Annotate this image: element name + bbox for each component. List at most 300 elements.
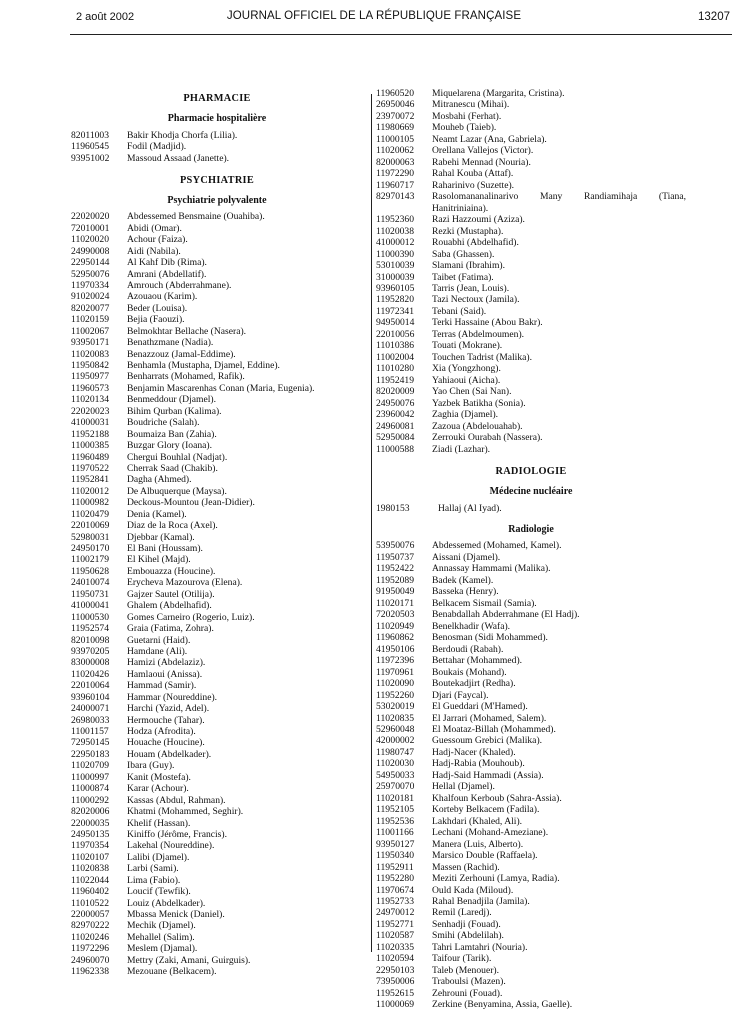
- person-name: Touati (Mokrane).: [432, 340, 503, 352]
- list-item: [71, 532, 363, 543]
- person-name: Tebani (Said).: [432, 305, 487, 317]
- list-item: [376, 942, 686, 953]
- registration-number: 11020587: [376, 930, 415, 942]
- person-name: Khalfoun Kerboub (Sahra-Assia).: [432, 792, 562, 804]
- person-name: Manera (Luis, Alberto).: [432, 838, 524, 850]
- person-name: Gajzer Sautel (Otilija).: [127, 588, 215, 600]
- person-name: Bihim Qurban (Kalima).: [127, 405, 222, 417]
- person-name: Rouabhi (Abdelhafid).: [432, 237, 519, 249]
- list-item: [71, 417, 363, 428]
- registration-number: 91020024: [71, 291, 110, 303]
- person-name: Rahal Benadjila (Jamila).: [432, 896, 530, 907]
- person-name: Cherrak Saad (Chakib).: [127, 462, 218, 474]
- registration-number: 11972396: [376, 655, 415, 667]
- registration-number: 11000997: [71, 771, 110, 783]
- list-item: [71, 646, 363, 657]
- registration-number: 11010280: [376, 363, 415, 375]
- registration-number: 11020426: [71, 668, 110, 680]
- person-name: Terras (Abdelmoumen).: [432, 328, 525, 340]
- registration-number: 25970070: [376, 781, 415, 793]
- registration-number: 93950127: [376, 838, 415, 850]
- registration-number: 26950046: [376, 99, 415, 111]
- registration-number: 11000874: [71, 783, 110, 795]
- person-name: Buzgar Glory (Ioana).: [127, 440, 212, 452]
- person-name: Mbassa Menick (Daniel).: [127, 909, 225, 920]
- person-name: Amrani (Abdellatif).: [127, 268, 207, 280]
- list-item: [376, 111, 686, 122]
- person-name: Zazoua (Abdelouahab).: [432, 420, 523, 432]
- list-item: [71, 543, 363, 554]
- person-name: Saba (Ghassen).: [432, 248, 495, 260]
- registration-number: 72020503: [376, 609, 415, 621]
- list-item: [376, 839, 686, 850]
- person-name: Louiz (Abdelkader).: [127, 897, 206, 909]
- person-name: Lakehal (Noureddine).: [127, 840, 215, 852]
- registration-number: 41000012: [376, 237, 415, 249]
- subsection-title-medecine-nucleaire: Médecine nucléaire: [489, 486, 573, 497]
- registration-number: 11950977: [71, 371, 110, 383]
- person-name: Ould Kada (Miloud).: [432, 884, 514, 896]
- person-name: Benelkhadir (Wafa).: [432, 620, 511, 632]
- registration-number: 11000105: [376, 133, 415, 145]
- person-name: Karar (Achour).: [127, 783, 189, 795]
- registration-number: 53010039: [376, 260, 415, 272]
- registration-number: 11952841: [71, 474, 110, 486]
- list-item: [376, 713, 686, 724]
- person-name: Mezouane (Belkacem).: [127, 966, 217, 978]
- registration-number: 23970072: [376, 110, 415, 122]
- list-item: [71, 463, 363, 474]
- registration-number: 94950014: [376, 317, 415, 329]
- registration-number: 22950144: [71, 257, 110, 269]
- list-item: [376, 317, 686, 328]
- person-name: Denia (Kamel).: [127, 508, 187, 520]
- registration-number: 11950340: [376, 850, 415, 862]
- person-name: Meslem (Djamal).: [127, 943, 198, 955]
- registration-number: 11970522: [71, 462, 110, 474]
- list-item: [71, 760, 363, 771]
- list-item: [71, 737, 363, 748]
- person-name: Mosbahi (Ferhat).: [432, 110, 502, 122]
- list-item: [376, 329, 686, 340]
- person-name: Guessoum Grebici (Malika).: [432, 735, 543, 747]
- person-name: Benhamla (Mustapha, Djamel, Eddine).: [127, 360, 280, 371]
- list-item: [376, 99, 686, 110]
- person-name: Larbi (Sami).: [127, 863, 179, 875]
- person-name: Benjamin Mascarenhas Conan (Maria, Eugenia).: [127, 382, 315, 394]
- list-item: [71, 371, 363, 382]
- registration-number: 52950084: [376, 432, 415, 444]
- list-item: [71, 852, 363, 863]
- person-name: Mouheb (Taieb).: [432, 122, 497, 134]
- person-name: Korteby Belkacem (Fadila).: [432, 804, 540, 816]
- person-name: Lima (Fabio).: [127, 874, 181, 886]
- registration-number: 11020107: [71, 851, 110, 863]
- list-item: [376, 919, 686, 930]
- registration-number: 24950170: [71, 543, 110, 554]
- registration-number: 93951002: [71, 152, 110, 164]
- list-item: [71, 360, 363, 371]
- registration-number: 82020006: [71, 806, 110, 818]
- person-name: De Albuquerque (Maysa).: [127, 485, 227, 497]
- registration-number: 11952089: [376, 574, 415, 586]
- list-item: [71, 635, 363, 646]
- person-name: Neamt Lazar (Ana, Gabriela).: [432, 133, 547, 145]
- registration-number: 11010386: [376, 340, 415, 352]
- person-name: Ghalem (Abdelhafid).: [127, 600, 212, 612]
- list-item: [376, 758, 686, 769]
- person-name: Boutekadjirt (Redha).: [432, 678, 516, 690]
- list-item: [71, 141, 363, 152]
- list-item: [71, 429, 363, 440]
- person-name: Senhadji (Fouad).: [432, 918, 501, 930]
- person-name: Boukais (Mohand).: [432, 666, 507, 678]
- registration-number: 82011003: [71, 130, 110, 141]
- registration-number: 24960070: [71, 954, 110, 966]
- registration-number: 11960520: [376, 88, 415, 99]
- list-item: [376, 690, 686, 701]
- person-name: Hellal (Djamel).: [432, 781, 495, 793]
- person-name: Bettahar (Mohammed).: [432, 655, 523, 667]
- person-name: El Jarrari (Mohamed, Salem).: [432, 712, 547, 724]
- person-name: Hadj-Nacer (Khaled).: [432, 746, 516, 758]
- list-item: [71, 211, 363, 222]
- person-name: Abidi (Omar).: [127, 222, 182, 234]
- registration-number: 93950171: [71, 337, 110, 349]
- person-name: Houache (Houcine).: [127, 737, 205, 749]
- person-name: Basseka (Henry).: [432, 586, 499, 598]
- list-item: [376, 965, 686, 976]
- list-item: [376, 340, 686, 351]
- person-name: Rabehi Mennad (Nouria).: [432, 156, 531, 168]
- person-name: El Bani (Houssam).: [127, 543, 203, 554]
- person-name: Rezki (Mustapha).: [432, 225, 504, 237]
- list-item: [376, 272, 686, 283]
- person-name: Kassas (Abdul, Rahman).: [127, 794, 226, 806]
- person-name: Rasolomananalinarivo Many Randiamihaja (Tiana, Hanitriniaina).: [432, 191, 686, 214]
- person-name: Tahri Lamtahri (Nouria).: [432, 941, 528, 953]
- registration-number: 11952771: [376, 918, 415, 930]
- list-item: [376, 191, 686, 214]
- registration-number: 11952574: [71, 623, 110, 635]
- registration-number: 11020246: [71, 931, 110, 943]
- subsection-title-psychiatrie-polyvalente: Psychiatrie polyvalente: [167, 195, 267, 207]
- person-name: Ziadi (Lazhar).: [432, 443, 491, 455]
- registration-number: 11020062: [376, 145, 415, 157]
- person-name: Khatmi (Mohammed, Seghir).: [127, 806, 244, 818]
- list-item: [71, 280, 363, 291]
- person-name: El Gueddari (M'Hamed).: [432, 701, 528, 713]
- list-item: [376, 988, 686, 999]
- list-item: [71, 349, 363, 360]
- section-title-psychiatrie: PSYCHIATRIE: [179, 175, 255, 187]
- list-item: [71, 920, 363, 931]
- registration-number: 11950628: [71, 565, 110, 577]
- person-name: Khelif (Hassan).: [127, 817, 191, 829]
- registration-number: 11972296: [71, 943, 110, 955]
- list-item: [376, 260, 686, 271]
- list-item: [376, 226, 686, 237]
- person-name: Diaz de la Roca (Axel).: [127, 520, 218, 532]
- person-name: Massoud Assaad (Janette).: [127, 152, 230, 164]
- registration-number: 24960081: [376, 420, 415, 432]
- list-item: [71, 153, 363, 164]
- list-item: [376, 644, 686, 655]
- registration-number: 11020949: [376, 620, 415, 632]
- list-item: [376, 747, 686, 758]
- page-header: [0, 8, 748, 30]
- person-name: Berdoudi (Rabah).: [432, 643, 504, 655]
- list-item: [376, 134, 686, 145]
- list-item: [71, 269, 363, 280]
- registration-number: 93960105: [376, 282, 415, 294]
- psychiatrie-list: [71, 211, 363, 977]
- registration-number: 11970961: [376, 666, 415, 678]
- registration-number: 53020019: [376, 701, 415, 713]
- registration-number: 11000385: [71, 440, 110, 452]
- person-name: Benmeddour (Djamel).: [127, 394, 216, 406]
- list-item: [376, 701, 686, 712]
- registration-number: 11972290: [376, 168, 415, 180]
- list-item: [71, 898, 363, 909]
- registration-number: 22010069: [71, 520, 110, 532]
- person-name: Hammar (Noureddine).: [127, 691, 218, 703]
- registration-number: 11950731: [71, 588, 110, 600]
- person-name: Abdessemed (Mohamed, Kamel).: [432, 540, 562, 552]
- list-item: [71, 589, 363, 600]
- registration-number: 11001157: [71, 726, 109, 737]
- list-item: [71, 818, 363, 829]
- person-name: Aissani (Djamel).: [432, 551, 501, 563]
- list-item: [376, 999, 686, 1010]
- list-item: [376, 793, 686, 804]
- registration-number: 82970143: [376, 191, 415, 203]
- registration-number: 42000002: [376, 735, 415, 747]
- list-item: [376, 896, 686, 907]
- registration-number: 11952260: [376, 689, 415, 701]
- registration-number: 11002179: [71, 554, 110, 566]
- registration-number: 11960862: [376, 632, 415, 644]
- person-name: Harchi (Yazid, Adel).: [127, 703, 210, 715]
- list-item: [71, 863, 363, 874]
- person-name: Embouazza (Houcine).: [127, 565, 216, 577]
- registration-number: 11952188: [71, 428, 110, 440]
- registration-number: 11020709: [71, 760, 110, 772]
- list-item: [376, 575, 686, 586]
- person-name: Djebbar (Kamal).: [127, 531, 195, 543]
- list-item: [71, 840, 363, 851]
- person-name: Rahal Kouba (Attaf).: [432, 168, 514, 180]
- person-name: Aidi (Nabila).: [127, 245, 181, 257]
- list-item: [71, 703, 363, 714]
- person-name: Benosman (Sidi Mohammed).: [432, 632, 548, 644]
- list-item: [376, 930, 686, 941]
- list-item: [71, 406, 363, 417]
- person-name: Tarris (Jean, Louis).: [432, 282, 510, 294]
- person-name: Kiniffo (Jérôme, Francis).: [127, 828, 227, 840]
- list-item: [376, 386, 686, 397]
- person-name: Tazi Nectoux (Jamila).: [432, 294, 520, 306]
- person-name: Mehallel (Salim).: [127, 931, 195, 943]
- registration-number: 11952422: [376, 563, 415, 575]
- list-item: [376, 503, 686, 514]
- person-name: Dagha (Ahmed).: [127, 474, 192, 486]
- list-item: [71, 932, 363, 943]
- list-item: [71, 130, 363, 141]
- list-item: [71, 955, 363, 966]
- registration-number: 82000063: [376, 156, 415, 168]
- registration-number: 22950103: [376, 964, 415, 976]
- registration-number: 22000057: [71, 909, 110, 920]
- person-name: Abdessemed Bensmaine (Ouahiba).: [127, 211, 265, 223]
- list-item: [71, 383, 363, 394]
- registration-number: 11001166: [376, 827, 414, 839]
- registration-number: 11972341: [376, 305, 415, 317]
- list-item: [376, 352, 686, 363]
- person-name: Benabdallah Abderrahmane (El Hadj).: [432, 609, 580, 621]
- registration-number: 11020479: [71, 508, 110, 520]
- list-item: [71, 486, 363, 497]
- list-item: [376, 168, 686, 179]
- list-item: [376, 421, 686, 432]
- registration-number: 11960402: [71, 886, 110, 898]
- person-name: Belmokhtar Bellache (Nasera).: [127, 325, 247, 337]
- registration-number: 24950076: [376, 397, 415, 409]
- person-name: Zaghia (Djamel).: [432, 409, 499, 421]
- registration-number: 11952419: [376, 374, 415, 386]
- registration-number: 11952280: [376, 873, 415, 885]
- person-name: Hermouche (Tahar).: [127, 714, 205, 726]
- registration-number: 11970674: [376, 884, 415, 896]
- person-name: Annassay Hammami (Malika).: [432, 563, 551, 575]
- page-number: 13207: [698, 11, 730, 23]
- list-item: [71, 509, 363, 520]
- person-name: Guetarni (Haid).: [127, 634, 191, 646]
- list-item: [71, 726, 363, 737]
- registration-number: 11970354: [71, 840, 110, 852]
- person-name: Fodil (Madjid).: [127, 141, 187, 153]
- registration-number: 11020083: [71, 348, 110, 360]
- section-title-radiologie: RADIOLOGIE: [495, 466, 567, 477]
- list-item: [376, 667, 686, 678]
- registration-number: 11960489: [71, 451, 110, 463]
- person-name: Erycheva Mazourova (Elena).: [127, 577, 243, 589]
- person-name: Yao Chen (Sai Nan).: [432, 386, 512, 398]
- header-rule: [70, 34, 732, 35]
- person-name: El Kihel (Majd).: [127, 554, 191, 566]
- list-item: [71, 612, 363, 623]
- person-name: Mechik (Djamel).: [127, 920, 196, 932]
- registration-number: 82020077: [71, 302, 110, 314]
- person-name: Hadj-Rabia (Mouhoub).: [432, 758, 525, 770]
- registration-number: 41000041: [71, 600, 110, 612]
- registration-number: 93970205: [71, 645, 110, 657]
- person-name: Touchen Tadrist (Malika).: [432, 351, 532, 363]
- list-item: [376, 804, 686, 815]
- person-name: Deckous-Mountou (Jean-Didier).: [127, 497, 255, 509]
- person-name: Massen (Rachid).: [432, 861, 500, 873]
- registration-number: 11020171: [376, 597, 415, 609]
- list-item: [376, 621, 686, 632]
- person-name: Taifour (Tarik).: [432, 953, 492, 965]
- registration-number: 54950033: [376, 769, 415, 781]
- list-item: [71, 497, 363, 508]
- list-item: [71, 772, 363, 783]
- person-name: Loucif (Tewfik).: [127, 886, 191, 898]
- list-item: [376, 157, 686, 168]
- registration-number: 11952360: [376, 214, 415, 226]
- list-item: [376, 283, 686, 294]
- list-item: [71, 783, 363, 794]
- registration-number: 11002004: [376, 351, 415, 363]
- person-name: Miquelarena (Margarita, Cristina).: [432, 88, 565, 99]
- person-name: Beder (Louisa).: [127, 302, 188, 314]
- person-name: Taleb (Menouer).: [432, 964, 499, 976]
- person-name: Traboulsi (Mazen).: [432, 976, 506, 988]
- registration-number: 11000588: [376, 443, 415, 455]
- registration-number: 11020594: [376, 953, 415, 965]
- registration-number: 11000069: [376, 999, 415, 1011]
- registration-number: 11020038: [376, 225, 415, 237]
- person-name: Bakir Khodja Chorfa (Lilia).: [127, 130, 238, 141]
- registration-number: 24970012: [376, 907, 415, 919]
- list-item: [376, 862, 686, 873]
- section-title-pharmacie: PHARMACIE: [183, 93, 251, 104]
- registration-number: 11020181: [376, 792, 415, 804]
- registration-number: 11020838: [71, 863, 110, 875]
- radiologie-list: [376, 540, 686, 1010]
- person-name: Xia (Yongzhong).: [432, 363, 501, 375]
- list-item: [376, 444, 686, 455]
- person-name: Zerrouki Ourabah (Nassera).: [432, 432, 543, 444]
- list-item: [71, 452, 363, 463]
- list-item: [71, 680, 363, 691]
- registration-number: 11952105: [376, 804, 415, 816]
- registration-number: 31000039: [376, 271, 415, 283]
- list-item: [71, 314, 363, 325]
- list-item: [71, 394, 363, 405]
- list-item: [71, 223, 363, 234]
- person-name: Meziti Zerhouni (Lamya, Radia).: [432, 873, 560, 885]
- person-name: Taibet (Fatima).: [432, 271, 494, 283]
- list-item: [376, 655, 686, 666]
- person-name: Boudriche (Salah).: [127, 417, 200, 429]
- registration-number: 11000292: [71, 794, 110, 806]
- list-item: [71, 246, 363, 257]
- list-item: [376, 237, 686, 248]
- person-name: Benazzouz (Jamal-Eddime).: [127, 348, 236, 360]
- list-item: [376, 145, 686, 156]
- person-name: Zerkine (Benyamina, Assia, Gaelle).: [432, 999, 573, 1011]
- list-item: [376, 907, 686, 918]
- list-item: [376, 540, 686, 551]
- list-item: [71, 875, 363, 886]
- person-name: El Moataz-Billah (Mohammed).: [432, 723, 556, 735]
- registration-number: 24950135: [71, 828, 110, 840]
- registration-number: 24000071: [71, 703, 110, 715]
- list-item: [376, 180, 686, 191]
- list-item: [71, 440, 363, 451]
- list-item: [71, 886, 363, 897]
- list-item: [376, 552, 686, 563]
- person-name: Smihi (Abdelilah).: [432, 930, 504, 942]
- registration-number: 11960545: [71, 141, 110, 153]
- list-item: [376, 850, 686, 861]
- registration-number: 73950006: [376, 976, 415, 988]
- registration-number: 11980669: [376, 122, 415, 134]
- right-column: [376, 88, 686, 1011]
- registration-number: 82970222: [71, 920, 110, 932]
